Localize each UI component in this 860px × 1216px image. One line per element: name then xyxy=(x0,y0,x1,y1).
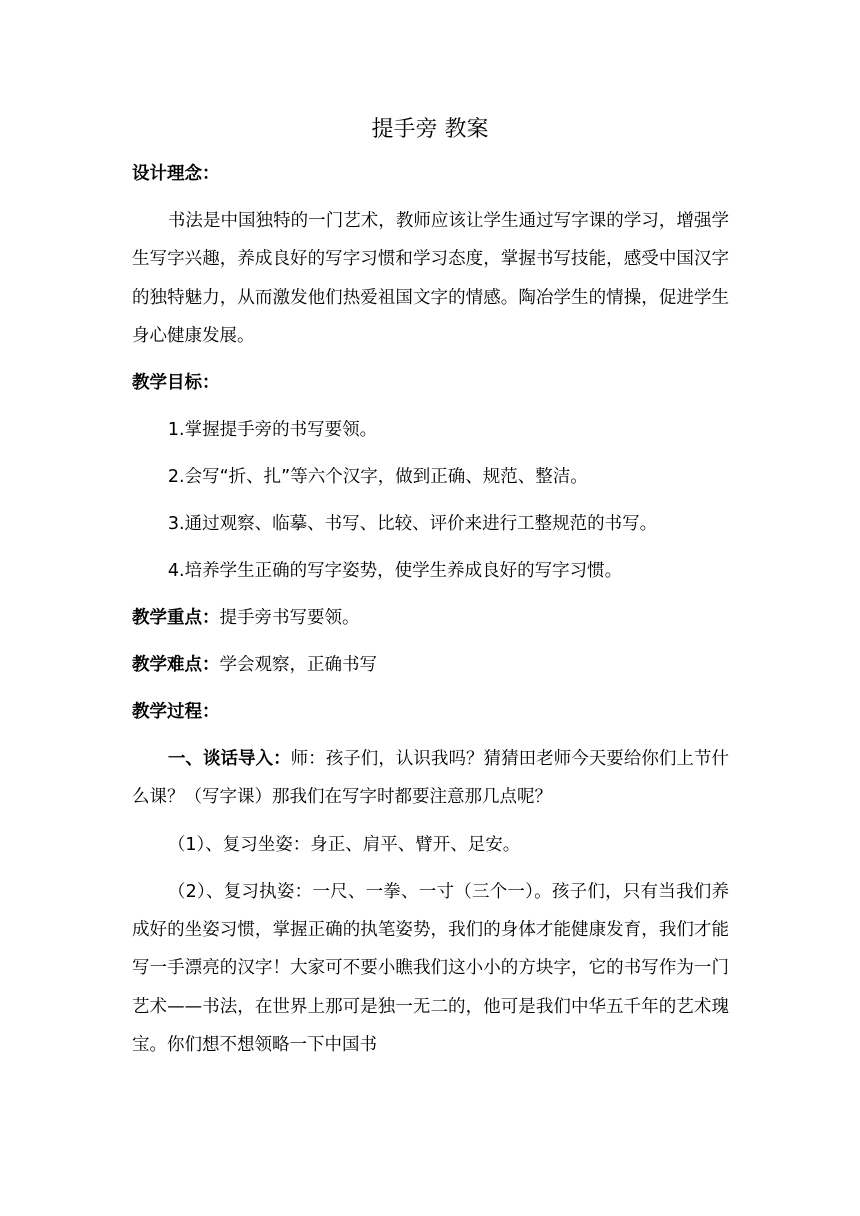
goal-item-1: 1.掌握提手旁的书写要领。 xyxy=(167,420,378,441)
difficulty-line xyxy=(132,646,729,684)
goal-item-4: 4.培养学生正确的写字姿势，使学生养成良好的写字习惯。 xyxy=(167,561,623,582)
review-sitting: （1）、复习坐姿：身正、肩平、臂开、足安。 xyxy=(167,834,521,855)
difficulty-label: 教学难点： xyxy=(132,655,220,676)
design-paragraph: 书法是中国独特的一门艺术，教师应该让学生通过写字课的学习，增强学生写字兴趣，养成良好的写字习惯和学习态度，掌握书写技能，感受中国汉字的独特魅力，从而激发他们热爱祖国文字的情感。陶冶学生的情操，促进学生身心健康发展。 xyxy=(132,211,729,346)
document-body xyxy=(132,155,729,1073)
key-point-label: 教学重点： xyxy=(132,608,220,629)
document-title: 提手旁 教案 xyxy=(371,117,489,142)
key-point-line xyxy=(132,599,729,637)
difficulty-text: 学会观察，正确书写 xyxy=(219,655,377,676)
key-point-text: 提手旁书写要领。 xyxy=(219,608,360,629)
design-heading: 设计理念： xyxy=(132,164,220,184)
review-holding: （2）、复习执姿：一尺、一拳、一寸（三个一）。孩子们，只有当我们养成好的坐姿习惯，掌握正确的执笔姿势，我们的身体才能健康发育，我们才能写一手漂亮的汉字！大家可不要小瞧我们这小小的方块字，它的书写作为一门艺术——书法，在世界上那可是独一无二的，他可是我们中华五千年的艺术瑰宝。你们想不想领略一下中国书 xyxy=(132,881,729,1055)
process-heading: 教学过程： xyxy=(132,702,220,723)
goal-item-2: 2.会写“折、扎”等六个汉字，做到正确、规范、整洁。 xyxy=(167,467,588,488)
goal-item-3: 3.通过观察、临摹、书写、比较、评价来进行工整规范的书写。 xyxy=(167,514,658,535)
intro-paragraph xyxy=(132,740,729,817)
goals-heading: 教学目标： xyxy=(132,373,220,394)
intro-text: 师：孩子们，认识我吗？猜猜田老师今天要给你们上节什么课？（写字课）那我们在写字时都要注意那几点呢？ xyxy=(132,749,730,808)
intro-label: 一、谈话导入： xyxy=(167,749,291,770)
